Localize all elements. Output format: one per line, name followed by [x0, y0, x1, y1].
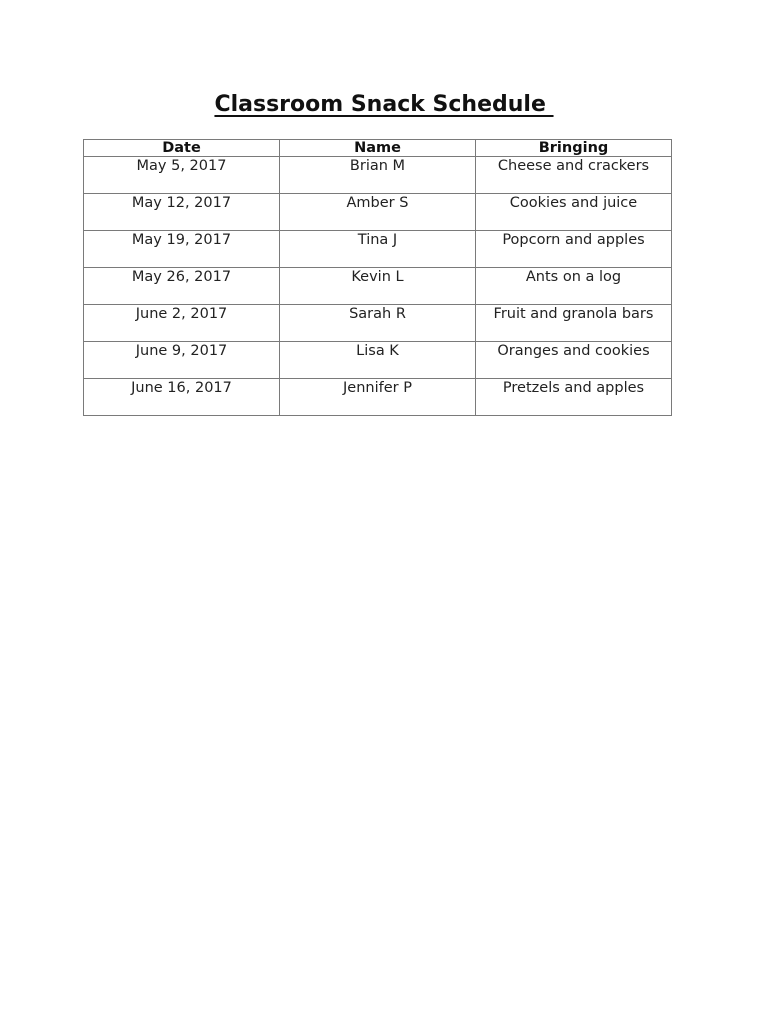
- name-cell: Sarah R: [280, 305, 476, 342]
- date-cell: May 12, 2017: [84, 194, 280, 231]
- table-row: [84, 194, 672, 231]
- table-row: [84, 157, 672, 194]
- name-cell: Brian M: [280, 157, 476, 194]
- date-cell: May 26, 2017: [84, 268, 280, 305]
- bringing-cell: Cookies and juice: [476, 194, 672, 231]
- date-cell: May 19, 2017: [84, 231, 280, 268]
- bringing-cell: Oranges and cookies: [476, 342, 672, 379]
- bringing-cell: Cheese and crackers: [476, 157, 672, 194]
- table-header-row: [84, 140, 672, 157]
- column-header-date: Date: [84, 140, 280, 157]
- table-row: [84, 231, 672, 268]
- bringing-cell: Fruit and granola bars: [476, 305, 672, 342]
- page-title: Classroom Snack Schedule: [214, 92, 554, 117]
- date-cell: May 5, 2017: [84, 157, 280, 194]
- date-cell: June 2, 2017: [84, 305, 280, 342]
- date-cell: June 9, 2017: [84, 342, 280, 379]
- table-row: [84, 305, 672, 342]
- bringing-cell: Popcorn and apples: [476, 231, 672, 268]
- snack-schedule-table: [83, 139, 672, 416]
- name-cell: Tina J: [280, 231, 476, 268]
- name-cell: Amber S: [280, 194, 476, 231]
- name-cell: Jennifer P: [280, 379, 476, 416]
- table-row: [84, 379, 672, 416]
- bringing-cell: Pretzels and apples: [476, 379, 672, 416]
- table-row: [84, 268, 672, 305]
- name-cell: Lisa K: [280, 342, 476, 379]
- bringing-cell: Ants on a log: [476, 268, 672, 305]
- name-cell: Kevin L: [280, 268, 476, 305]
- column-header-bringing: Bringing: [476, 140, 672, 157]
- table-row: [84, 342, 672, 379]
- date-cell: June 16, 2017: [84, 379, 280, 416]
- column-header-name: Name: [280, 140, 476, 157]
